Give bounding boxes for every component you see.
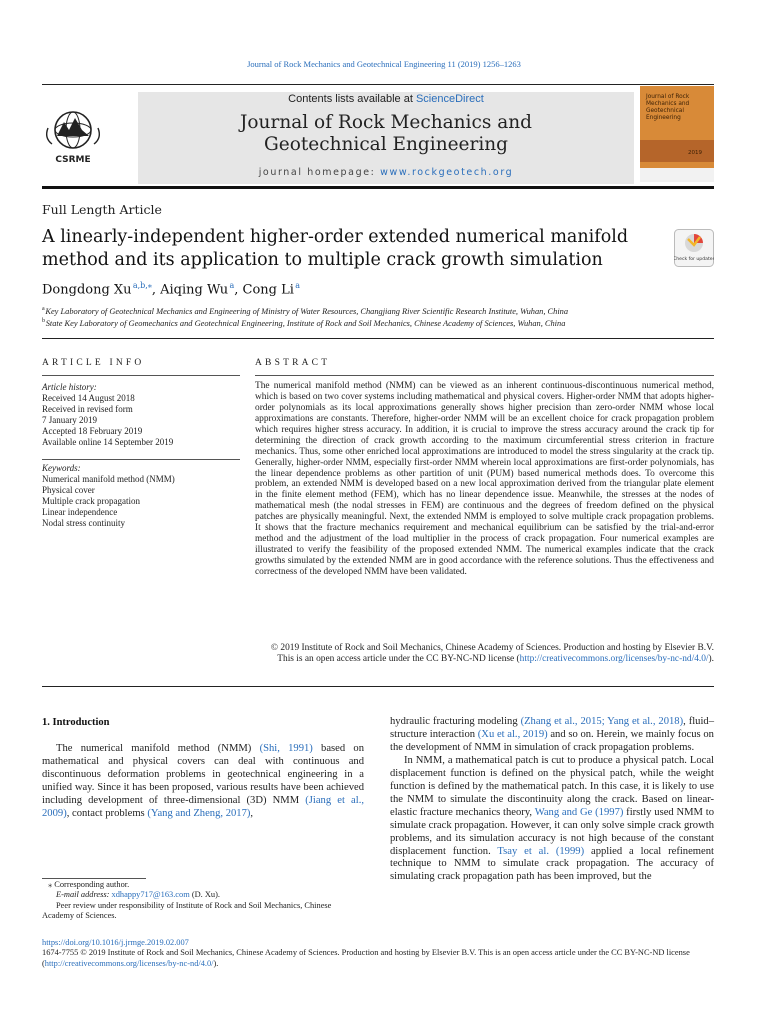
affiliation-text: Key Laboratory of Geotechnical Mechanics and Engineering of Ministry of Water Resources, Changjiang River Scientific Research Institute, Wuhan, China: [45, 306, 569, 316]
citation-link[interactable]: (Xu et al., 2019): [477, 728, 548, 740]
intro-text: In NMM, a mathematical patch is cut to produce a physical patch. Local displacement function is defined on the physical patch, while the weight function is defined by the mathematical patch. In this case, it is likely to use the NMM to simulate the discontinuity along the crack. Based on linear-elastic fracture mechanics theory,: [390, 754, 714, 818]
check-for-updates-badge[interactable]: [674, 229, 714, 267]
abstract-rule: [255, 375, 714, 376]
header-bottom-rule: [42, 186, 714, 189]
author-name[interactable]: Cong Li: [242, 282, 294, 298]
keyword-item: Multiple crack propagation: [42, 495, 140, 506]
badge-text: Check for updates: [674, 257, 714, 262]
doi-link[interactable]: https://doi.org/10.1016/j.jrmge.2019.02.007: [42, 938, 189, 947]
citation-link[interactable]: (Jiang et al., 2009): [42, 794, 364, 819]
abstract-copyright: [255, 643, 714, 665]
affiliation-marker: a: [42, 306, 45, 312]
issn-license: [42, 948, 714, 969]
history-item: Received in revised form: [42, 403, 133, 414]
citation-link[interactable]: (Shi, 1991): [259, 743, 313, 754]
author-affiliation-sup[interactable]: a: [295, 281, 300, 290]
author-name[interactable]: Dongdong Xu: [42, 282, 132, 298]
intro-text: ,: [250, 807, 254, 819]
author-affiliation-sup[interactable]: a,b,⁎: [132, 281, 152, 290]
journal-title-line2: Geotechnical Engineering: [263, 134, 509, 155]
citation-link[interactable]: (Zhang et al., 2015; Yang et al., 2018): [520, 716, 684, 727]
journal-title-line1: Journal of Rock Mechanics and: [240, 112, 532, 133]
journal-title: [138, 112, 634, 156]
cover-year: 2019: [688, 150, 702, 156]
article-type: Full Length Article: [42, 202, 162, 217]
peer-review-note: Peer review under responsibility of Institute of Rock and Soil Mechanics, Chinese Academy of Sciences.: [42, 900, 332, 921]
abstract-heading: ABSTRACT: [255, 358, 331, 368]
email-suffix: (D. Xu).: [189, 890, 220, 900]
logo-text: CSRME: [55, 155, 91, 165]
history-item: Received 14 August 2018: [42, 392, 135, 403]
cover-bottom: [640, 168, 714, 182]
homepage-link[interactable]: www.rockgeotech.org: [380, 167, 514, 178]
issn-end: ).: [213, 958, 219, 968]
intro-text: applied a local refinement technique to NMM to simulate crack propagation. The accuracy of simulating crack propagation path has been improved, but the: [390, 845, 714, 883]
copyright-end: ).: [708, 654, 714, 664]
footer-license-link[interactable]: http://creativecommons.org/licenses/by-nc-nd/4.0/: [44, 958, 214, 968]
history-item: Accepted 18 February 2019: [42, 425, 143, 436]
article-info-heading: ARTICLE INFO: [42, 358, 145, 368]
footnote-rule: [42, 878, 146, 879]
keywords: [42, 463, 175, 528]
keyword-item: Linear independence: [42, 506, 118, 517]
abstract-bottom-rule: [42, 686, 714, 687]
journal-cover-image[interactable]: [640, 86, 714, 182]
affiliation-marker: b: [42, 318, 45, 324]
corresponding-author-note: ⁎ Corresponding author.: [48, 880, 130, 889]
intro-paragraph-left: [42, 743, 364, 821]
keywords-rule: [42, 459, 240, 460]
sciencedirect-link[interactable]: ScienceDirect: [415, 93, 484, 105]
author-list: Dongdong Xu $^{a,b,⁎}$, Aiqing Wu $^a$, Cong Li $^a$: [42, 281, 300, 298]
email-label: E-mail address:: [56, 890, 112, 900]
csrme-logo: [42, 108, 104, 166]
article-title: [42, 226, 642, 272]
journal-citation-link[interactable]: Journal of Rock Mechanics and Geotechnical Engineering 11 (2019) 1256–1263: [247, 59, 521, 69]
cover-band: [640, 140, 714, 162]
contents-prefix: Contents lists available at: [288, 93, 416, 105]
intro-text: , fluid–structure interaction: [390, 716, 714, 740]
citation-link[interactable]: Wang and Ge (1997): [534, 806, 624, 818]
abstract-text: The numerical manifold method (NMM) can be viewed as an inherent continuous-discontinuous numerical method, which is based on two cover systems including mathematical and physical covers. Higher-order NMM that adopts higher-order polynomials as its local approximations generally shows higher precision than zero-order NMM whose local approximations are constants. Therefore, higher-order NMM will be an excellent choice for crack propagation problem which requires higher stress accuracy. In addition, it is crucial to improve the stress accuracy around the crack tip for determining the direction of crack growth according to the maximum circumferential stress criterion in fracture mechanics. Thus, some other enriched local approximations are introduced to model the stress singularity at the crack tip. Generally, higher-order NMM, especially first-order NMM wherein local approximations are first-order polynomials, has the linear dependence problems as other partition of unit (PUM) based numerical methods does. To overcome this problem, an extended NMM is developed based on a new local approximation derived from the triangular plate element in the finite element method (FEM), which has no linear dependence issue. Meanwhile, the stresses at the nodes of mathematical mesh (the nodal stresses in FEM) are continuous and the degrees of freedom defined on the physical patches are physically meaningful. Next, the extended NMM is employed to solve multiple crack propagation problems. It shows that the fracture mechanics requirement and mechanical equilibrium can be satisfied by the trial-and-error method and the adjustment of the load multiplier in the process of crack propagation. Four numerical examples are illustrated to verify the feasibility of the proposed extended NMM. The numerical examples indicate that the crack growths simulated by the extended NMM are in good accordance with the reference solutions. Thus the effectiveness and correctness of the developed NMM have been validated.: [255, 381, 714, 577]
article-title-line2: method and its application to multiple crack growth simulation: [42, 250, 603, 270]
affiliation-text: State Key Laboratory of Geomechanics and Geotechnical Engineering, Institute of Rock and Soil Mechanics, Chinese Academy of Sciences, Wuhan, China: [45, 318, 566, 328]
keyword-item: Numerical manifold method (NMM): [42, 473, 175, 484]
intro-paragraph: [390, 716, 714, 755]
author-affiliation-sup[interactable]: a: [229, 281, 235, 290]
intro-text: , contact problems: [66, 807, 148, 819]
keyword-item: Physical cover: [42, 484, 95, 495]
intro-paragraph: [390, 755, 714, 885]
keywords-label: Keywords:: [42, 463, 81, 473]
contents-line: [138, 93, 634, 105]
citation-link[interactable]: (Yang and Zheng, 2017): [147, 807, 251, 819]
article-title-line1: A linearly-independent higher-order extended numerical manifold: [42, 227, 629, 247]
license-link[interactable]: http://creativecommons.org/licenses/by-nc-nd/4.0/: [519, 654, 709, 664]
footnotes: [42, 880, 364, 922]
introduction-heading: 1. Introduction: [42, 717, 110, 728]
article-history: [42, 382, 173, 447]
intro-column-right: [390, 716, 714, 884]
header-top-rule: [42, 84, 714, 85]
section-rule: [42, 338, 714, 339]
affiliation-a: [42, 306, 568, 316]
history-label: Article history:: [42, 382, 97, 392]
history-item: Available online 14 September 2019: [42, 436, 174, 447]
journal-homepage: [138, 167, 634, 178]
issn-text: 1674-7755 © 2019 Institute of Rock and Soil Mechanics, Chinese Academy of Sciences. Production and hosting by Elsevier B.V. This is an open access article under the CC BY-NC-ND license (: [42, 948, 690, 968]
homepage-prefix: journal homepage:: [258, 167, 381, 178]
intro-text: based on mathematical and physical covers can deal with continuous and discontinuous deformation problems in geotechnical engineering in a unified way. Since it has been proposed, various results have been achieved including development of three-dimensional (3D) NMM: [42, 743, 365, 806]
cover-title: Journal of Rock Mechanics and Geotechnical Engineering: [646, 94, 690, 121]
copyright-text: © 2019 Institute of Rock and Soil Mechanics, Chinese Academy of Sciences. Production and hosting by Elsevier B.V. This is an open access article under the CC BY-NC-ND license (: [270, 643, 714, 664]
intro-text: The numerical manifold method (NMM): [56, 743, 260, 754]
author-name[interactable]: Aiqing Wu: [160, 282, 229, 298]
intro-text: firstly used NMM to simulate crack propagation. However, it can only solve simple crack growth problems, and its simulation accuracy is not high because of the constant displacement function.: [390, 806, 714, 857]
email-link[interactable]: xdhappy717@163.com: [111, 890, 190, 900]
intro-text: and so on. Herein, we mainly focus on the development of NMM in simulation of crack propagation problems.: [390, 728, 714, 753]
affiliation-b: [42, 318, 565, 328]
citation-link[interactable]: Tsay et al. (1999): [497, 845, 585, 857]
intro-text: hydraulic fracturing modeling: [390, 716, 521, 727]
article-info-rule: [42, 375, 240, 376]
history-item: 7 January 2019: [42, 414, 97, 425]
keyword-item: Nodal stress continuity: [42, 517, 125, 528]
email-note: [42, 890, 364, 900]
